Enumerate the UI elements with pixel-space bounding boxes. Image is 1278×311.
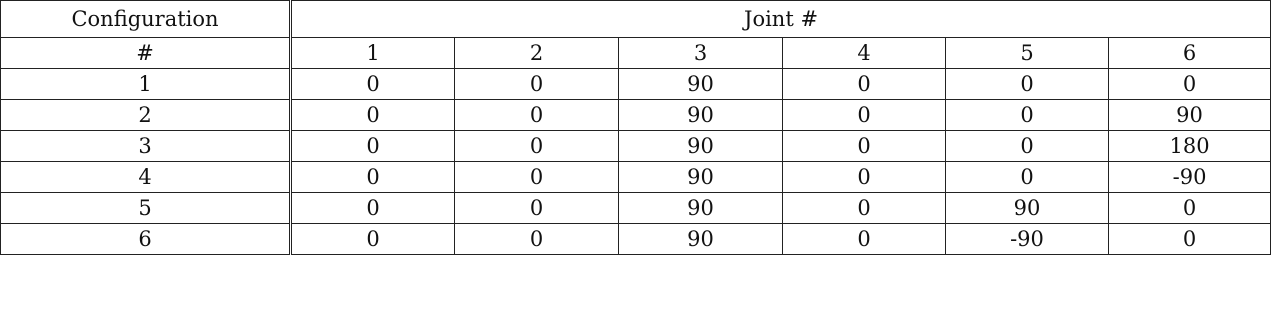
- header-row-2: [1, 38, 1271, 69]
- joint-value-cell: 0: [783, 100, 946, 131]
- joint-value-cell: 0: [946, 69, 1109, 100]
- joint-value-cell: 0: [783, 224, 946, 255]
- joint-value-cell: 0: [455, 131, 619, 162]
- configuration-cell: 3: [1, 131, 291, 162]
- joint-value-cell: 0: [1109, 193, 1271, 224]
- joint-value-cell: 0: [291, 131, 455, 162]
- joint-number-header: 3: [619, 38, 783, 69]
- joint-header: Joint #: [291, 1, 1271, 38]
- joint-value-cell: 90: [1109, 100, 1271, 131]
- joint-value-cell: 0: [455, 193, 619, 224]
- joint-value-cell: 90: [946, 193, 1109, 224]
- joint-number-header: 1: [291, 38, 455, 69]
- joint-value-cell: 180: [1109, 131, 1271, 162]
- configuration-header: Configuration: [1, 1, 291, 38]
- joint-value-cell: 90: [619, 224, 783, 255]
- joint-value-cell: 0: [455, 69, 619, 100]
- configuration-cell: 2: [1, 100, 291, 131]
- joint-value-cell: 0: [291, 193, 455, 224]
- joint-value-cell: 0: [291, 100, 455, 131]
- joint-value-cell: 0: [946, 162, 1109, 193]
- joint-value-cell: 0: [783, 193, 946, 224]
- joint-value-cell: 90: [619, 162, 783, 193]
- joint-value-cell: 0: [946, 131, 1109, 162]
- joint-value-cell: 0: [1109, 69, 1271, 100]
- header-row-1: [1, 1, 1271, 38]
- joint-value-cell: 0: [291, 69, 455, 100]
- joint-value-cell: 0: [946, 100, 1109, 131]
- joint-value-cell: 0: [455, 224, 619, 255]
- configuration-number-header: #: [1, 38, 291, 69]
- joint-value-cell: 0: [455, 162, 619, 193]
- joint-value-cell: 90: [619, 69, 783, 100]
- joint-number-header: 4: [783, 38, 946, 69]
- joint-value-cell: 90: [619, 193, 783, 224]
- table-row: [1, 131, 1271, 162]
- table-row: [1, 224, 1271, 255]
- joint-value-cell: 0: [783, 131, 946, 162]
- joint-number-header: 5: [946, 38, 1109, 69]
- table-row: [1, 69, 1271, 100]
- joint-value-cell: 0: [455, 100, 619, 131]
- joint-value-cell: 0: [291, 224, 455, 255]
- configuration-cell: 6: [1, 224, 291, 255]
- configuration-cell: 1: [1, 69, 291, 100]
- table-row: [1, 100, 1271, 131]
- joint-value-cell: -90: [1109, 162, 1271, 193]
- configuration-cell: 5: [1, 193, 291, 224]
- joint-value-cell: 0: [783, 69, 946, 100]
- configuration-cell: 4: [1, 162, 291, 193]
- joint-value-cell: 90: [619, 100, 783, 131]
- joint-value-cell: -90: [946, 224, 1109, 255]
- joint-number-header: 2: [455, 38, 619, 69]
- joint-value-cell: 0: [783, 162, 946, 193]
- joint-number-header: 6: [1109, 38, 1271, 69]
- joint-value-cell: 0: [291, 162, 455, 193]
- table-row: [1, 193, 1271, 224]
- joint-value-cell: 90: [619, 131, 783, 162]
- joint-value-cell: 0: [1109, 224, 1271, 255]
- table-row: [1, 162, 1271, 193]
